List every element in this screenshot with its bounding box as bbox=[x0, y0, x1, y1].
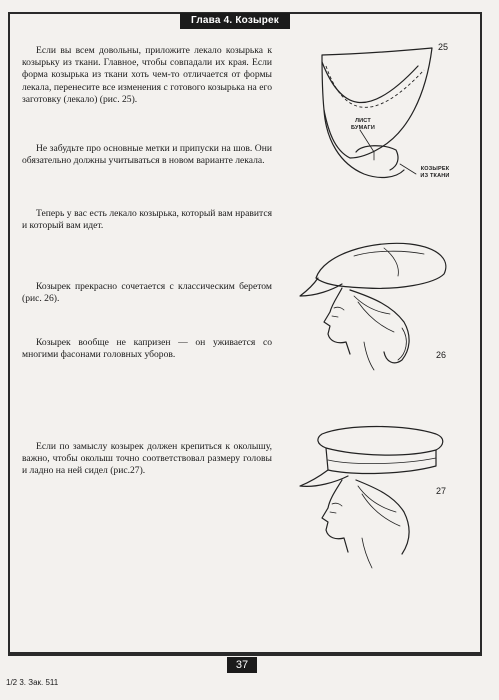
figure-25-label-paper: ЛИСТ БУМАГИ bbox=[350, 118, 376, 131]
page-number: 37 bbox=[227, 657, 257, 673]
figure-27-number: 27 bbox=[436, 486, 447, 496]
paragraph-4: Козырек прекрасно сочетается с классическим беретом (рис. 26). bbox=[22, 281, 272, 305]
chapter-header: Глава 4. Козырек bbox=[180, 13, 290, 29]
figure-26-beret-illustration bbox=[294, 232, 454, 372]
print-code: 1/2 3. Зак. 511 bbox=[6, 678, 59, 687]
paragraph-2: Не забудьте про основные метки и припуски на шов. Они обязательно должны учитываться в новом варианте лекала. bbox=[22, 143, 272, 167]
figure-26-number: 26 bbox=[436, 350, 447, 360]
figure-25-number: 25 bbox=[438, 42, 449, 52]
figure-27-cap-illustration bbox=[296, 420, 456, 570]
figure-25-label-fabric: КОЗЫРЕК ИЗ ТКАНИ bbox=[420, 166, 450, 179]
paragraph-5: Козырек вообще не капризен — он уживается со многими фасонами головных уборов. bbox=[22, 337, 272, 361]
paragraph-6: Если по замыслу козырек должен крепиться к околышу, важно, чтобы околыш точно соответствовал размеру головы и ладно на ней сидел (рис.27). bbox=[22, 441, 272, 477]
paragraph-1: Если вы всем довольны, приложите лекало козырька к козырьку из ткани. Главное, чтобы совпадали их края. Если форма козырька из ткани хоть чем-то отличается от формы лекала, перенесите все изменения с готового козырька на его заготовку (лекало) (рис. 25). bbox=[22, 45, 272, 105]
paragraph-3: Теперь у вас есть лекало козырька, который вам нравится и который вам идет. bbox=[22, 208, 272, 232]
